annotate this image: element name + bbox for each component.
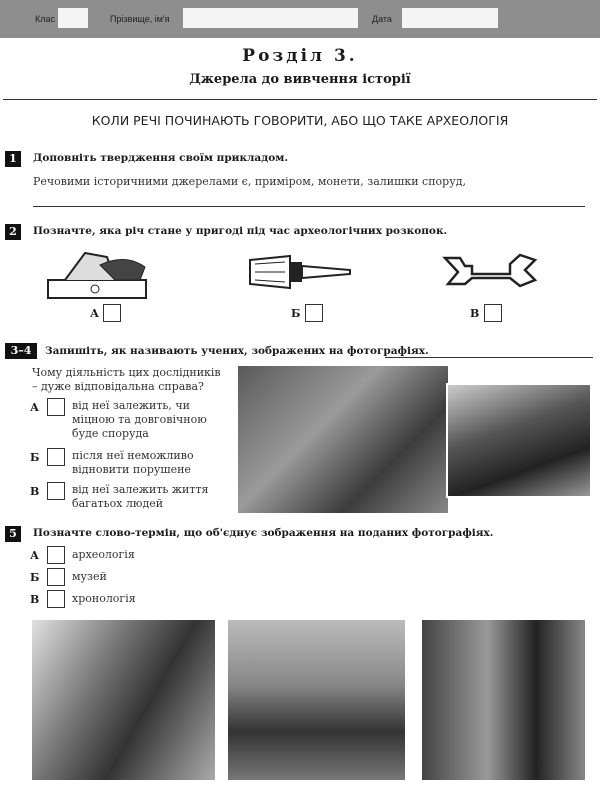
- option-b-checkbox[interactable]: [305, 304, 323, 322]
- museum-photo-3: [422, 620, 585, 780]
- statement-text: Речовими історичними джерелами є, приміром, монети, залишки споруд,: [33, 175, 466, 188]
- option-letter: А: [30, 401, 39, 414]
- option-letter: Б: [291, 307, 301, 320]
- question-prompt: Позначте слово-термін, що об'єднує зображення на поданих фотографіях.: [33, 527, 494, 539]
- option-b-checkbox[interactable]: [47, 448, 65, 466]
- question-number: 2: [5, 224, 21, 240]
- question-number: 5: [5, 526, 21, 542]
- section-title: Розділ 3.: [242, 46, 358, 66]
- option-c-checkbox[interactable]: [484, 304, 502, 322]
- question-prompt: Запишіть, як називають учених, зображених на фотографіях.: [45, 345, 429, 357]
- option-letter: В: [470, 307, 480, 320]
- question-prompt: Позначте, яка річ стане у пригоді під час археологічних розкопок.: [33, 225, 448, 237]
- date-field[interactable]: [402, 8, 498, 28]
- option-text: музей: [72, 570, 107, 583]
- name-label: Прізвище, ім'я: [110, 14, 170, 24]
- option-text: після неї неможливо відновити порушене: [72, 449, 194, 476]
- option-c-checkbox[interactable]: [47, 482, 65, 500]
- option-a-checkbox[interactable]: [47, 398, 65, 416]
- brush-icon: [245, 252, 355, 292]
- date-label: Дата: [372, 14, 392, 24]
- class-field[interactable]: [58, 8, 88, 28]
- question-number: 3–4: [5, 343, 37, 359]
- wrench-icon: [440, 250, 540, 290]
- section-subtitle: Джерела до вивчення історії: [189, 72, 411, 87]
- option-text: від неї залежить, чи міцною та довговічною буде споруда: [72, 399, 207, 440]
- option-text: хронологія: [72, 592, 136, 605]
- option-a-checkbox[interactable]: [103, 304, 121, 322]
- museum-photo-2: [228, 620, 405, 780]
- option-text: від неї залежить життя багатьох людей: [72, 483, 209, 510]
- museum-photo-1: [32, 620, 215, 780]
- answer-line[interactable]: [385, 357, 593, 358]
- topic-heading: КОЛИ РЕЧІ ПОЧИНАЮТЬ ГОВОРИТИ, АБО ЩО ТАКЕ АРХЕОЛОГІЯ: [91, 113, 509, 128]
- class-label: Клас: [35, 14, 55, 24]
- option-letter: Б: [30, 451, 40, 464]
- option-letter: А: [30, 549, 39, 562]
- option-text: археологія: [72, 548, 135, 561]
- answer-line[interactable]: [33, 206, 585, 207]
- sub-question: Чому діяльність цих дослідників – дуже відповідальна справа?: [32, 366, 221, 393]
- option-letter: В: [30, 485, 40, 498]
- name-field[interactable]: [183, 8, 358, 28]
- excavation-photo: [238, 366, 448, 513]
- question-number: 1: [5, 151, 21, 167]
- question-prompt: Доповніть твердження своїм прикладом.: [33, 152, 289, 164]
- option-b-checkbox[interactable]: [47, 568, 65, 586]
- option-c-checkbox[interactable]: [47, 590, 65, 608]
- option-letter: В: [30, 593, 40, 606]
- option-letter: А: [90, 307, 99, 320]
- option-letter: Б: [30, 571, 40, 584]
- scientists-photo: [446, 383, 592, 498]
- divider: [3, 99, 597, 100]
- plane-tool-icon: [45, 245, 150, 303]
- option-a-checkbox[interactable]: [47, 546, 65, 564]
